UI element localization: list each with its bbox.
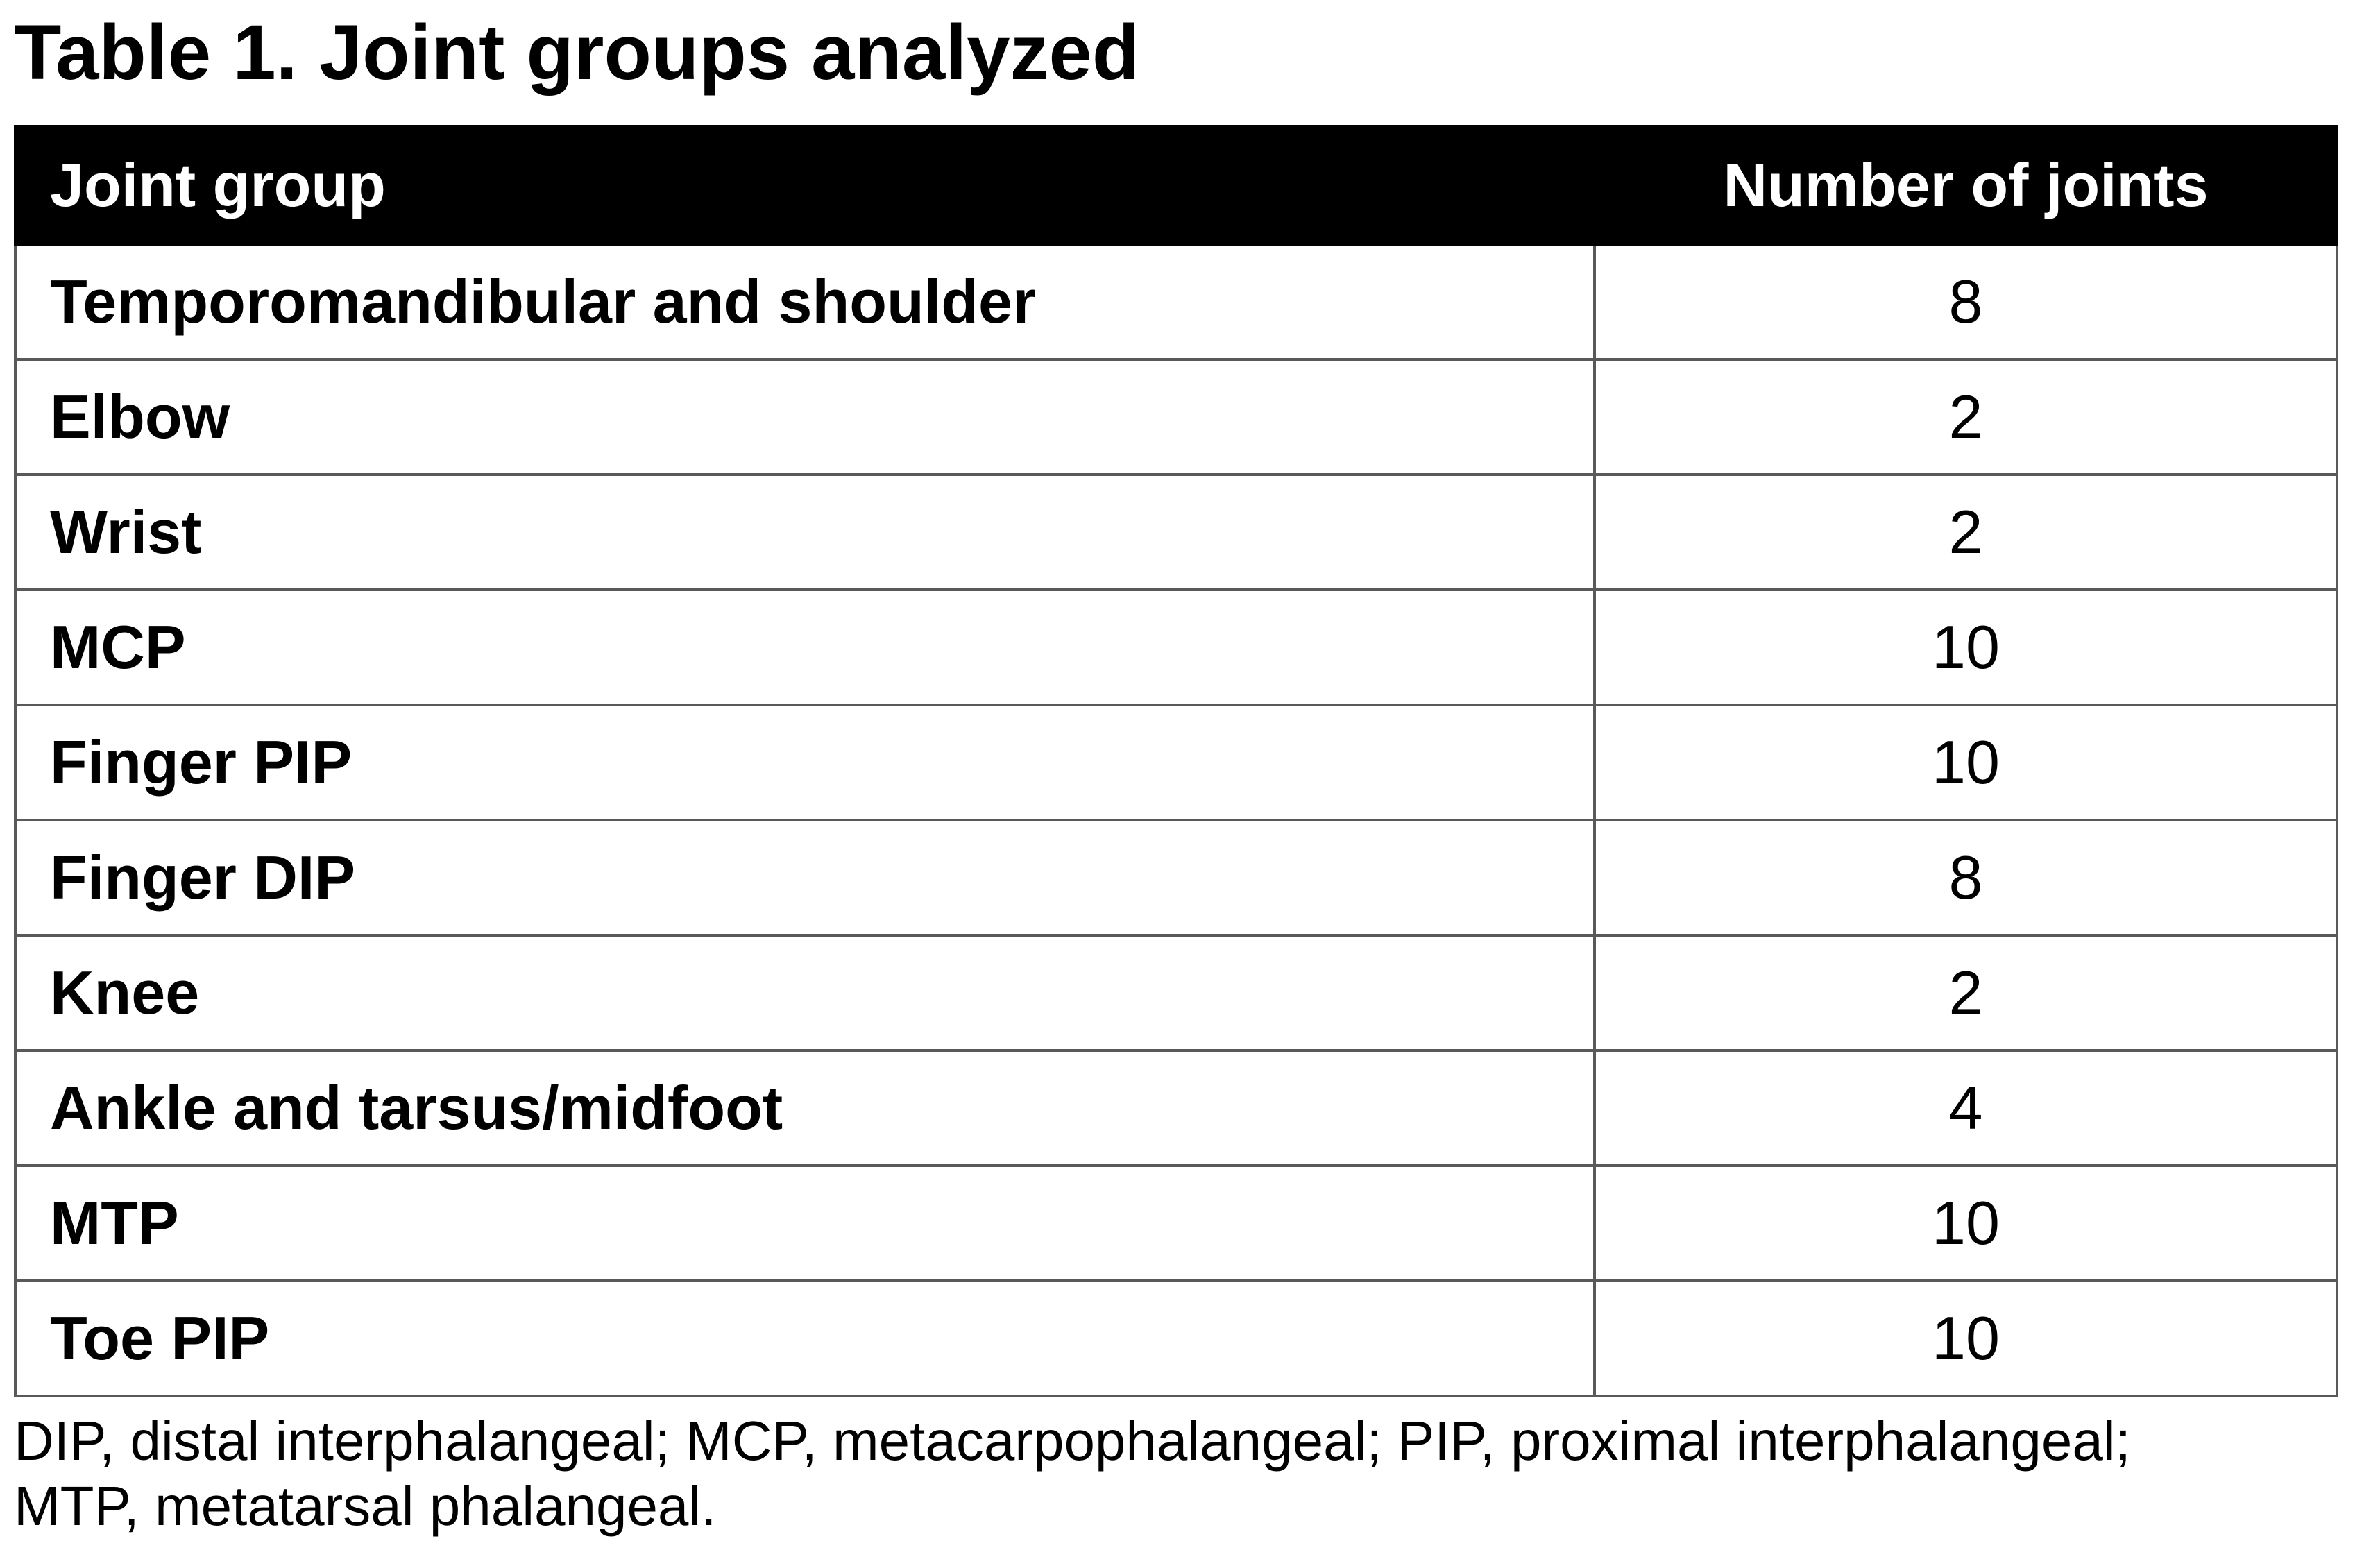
footnote-line-1: DIP, distal interphalangeal; MCP, metacarpophalangeal; PIP, proximal interphalangeal;	[14, 1410, 2131, 1472]
table-footnote	[14, 1408, 2359, 1539]
joint-count-cell: 8	[1595, 244, 2337, 359]
joint-group-cell: Elbow	[15, 359, 1595, 475]
column-header-joint-group: Joint group	[15, 126, 1595, 244]
joint-group-cell: Ankle and tarsus/midfoot	[15, 1050, 1595, 1166]
joint-group-cell: MCP	[15, 590, 1595, 705]
joint-group-cell: Wrist	[15, 475, 1595, 590]
joint-count-cell: 4	[1595, 1050, 2337, 1166]
table-row	[15, 705, 2337, 820]
table-row	[15, 1166, 2337, 1281]
joint-group-cell: MTP	[15, 1166, 1595, 1281]
table-header-row	[15, 126, 2337, 244]
joint-group-cell: Temporomandibular and shoulder	[15, 244, 1595, 359]
joint-count-cell: 10	[1595, 590, 2337, 705]
joint-count-cell: 2	[1595, 935, 2337, 1050]
joint-count-cell: 8	[1595, 820, 2337, 935]
joint-group-cell: Toe PIP	[15, 1281, 1595, 1396]
table-row	[15, 244, 2337, 359]
joint-group-cell: Knee	[15, 935, 1595, 1050]
joint-count-cell: 10	[1595, 1166, 2337, 1281]
footnote-line-2: MTP, metatarsal phalangeal.	[14, 1475, 717, 1537]
table-row	[15, 935, 2337, 1050]
joint-count-cell: 10	[1595, 1281, 2337, 1396]
table-row	[15, 1281, 2337, 1396]
joint-group-cell: Finger PIP	[15, 705, 1595, 820]
table-row	[15, 1050, 2337, 1166]
table-row	[15, 590, 2337, 705]
joint-count-cell: 10	[1595, 705, 2337, 820]
joint-count-cell: 2	[1595, 475, 2337, 590]
table-title: Table 1. Joint groups analyzed	[14, 9, 1140, 96]
joint-groups-table	[14, 125, 2338, 1397]
joint-group-cell: Finger DIP	[15, 820, 1595, 935]
table-row	[15, 359, 2337, 475]
joint-count-cell: 2	[1595, 359, 2337, 475]
column-header-number-of-joints: Number of joints	[1595, 126, 2337, 244]
table-row	[15, 475, 2337, 590]
table-row	[15, 820, 2337, 935]
